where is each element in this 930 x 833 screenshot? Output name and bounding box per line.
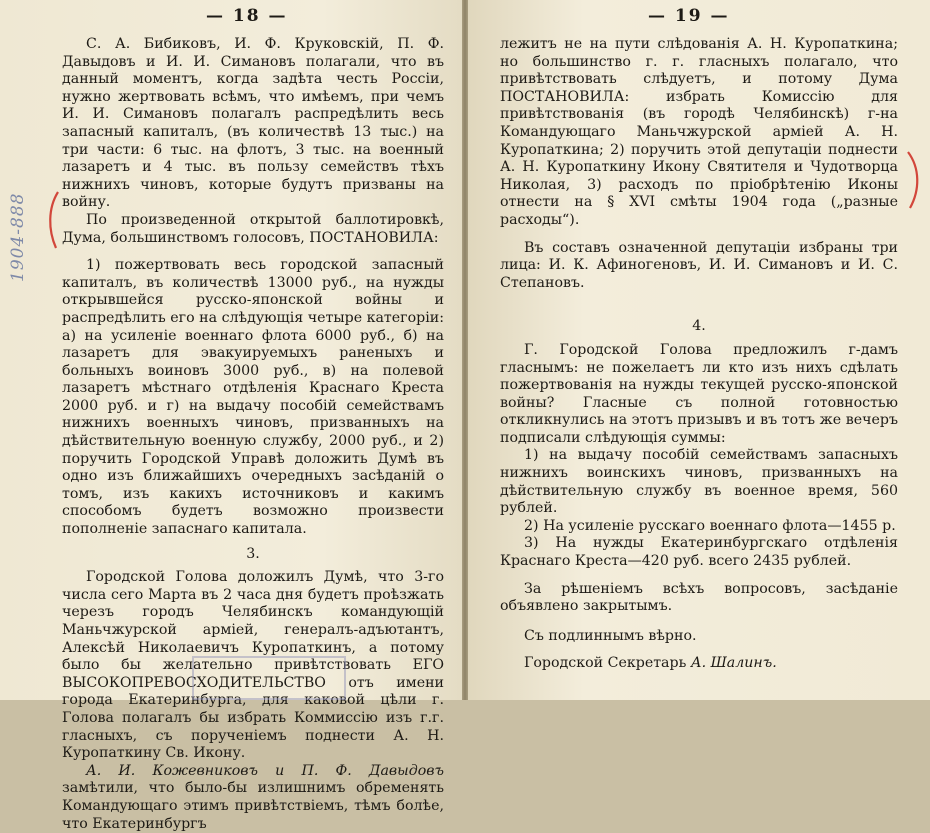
resolution-paragraph: 1) пожертвовать весь городской запасный капиталъ, въ количествѣ 13000 руб., на нужды открывшейся русско-японской войны и распредѣлить его на слѣдующія четыре категоріи: а) на усиленіе военнаго флота 6000 руб., б) на лазаретъ для эвакуируемыхъ раненыхъ и больныхъ воиновъ 3000 руб., в) на полевой лазаретъ мѣстнаго отдѣленія Краснаго Креста 2000 руб. и г) на выдачу пособій семействамъ нижнихъ военныхъ чиновъ, призванныхъ на дѣйствительную военную службу, 2000 руб., и 2) поручить Городской Управѣ доложить Думѣ въ одно изъ ближайшихъ очередныхъ засѣданій о томъ, изъ какихъ источниковъ и какимъ способомъ будетъ возможно произвести пополненіе запаснаго капитала.: [62, 257, 445, 538]
section-number-4: 4.: [692, 318, 706, 335]
left-page: [0, 0, 462, 832]
page-number-18: — 18 —: [206, 6, 288, 26]
true-copy-note: Съ подлиннымъ вѣрно.: [524, 627, 697, 644]
paragraph: Городской Голова доложилъ Думѣ, что 3-го числа сего Марта въ 2 часа дня будетъ проѣзжать черезъ городъ Челябинскъ командующій Маньчжурской арміей, генералъ-адъютантъ, Алексѣй Николаевичъ Куропаткинъ, а потому было бы желательно привѣтствовать ЕГО ВЫСОКОПРЕВОСХОДИТЕЛЬСТВО отъ имени города Екатеринбурга, для каковой цѣли г. Голова полагалъ бы избрать Коммиссію изъ г.г. гласныхъ, съ порученіемъ поднести А. Н. Куропаткину Св. Икону.: [62, 569, 444, 762]
list-item: 2) На усиленіе русскаго военнаго флота—1455 р.: [524, 517, 896, 534]
right-text-column: [500, 36, 898, 673]
page-number-19: — 19 —: [648, 6, 730, 26]
paragraph: По произведенной открытой баллотировкѣ, Дума, большинствомъ голосовъ, ПОСТАНОВИЛА:: [62, 211, 444, 246]
paragraph: Въ составъ означенной депутаціи избраны три лица: И. К. Афиногеновъ, И. И. Симановъ и И. С. Степановъ.: [500, 239, 898, 291]
right-page: [468, 0, 930, 700]
left-text-column: [62, 36, 444, 833]
red-pencil-mark-right: [904, 150, 924, 210]
red-pencil-mark-left: [44, 190, 64, 250]
paragraph: Г. Городской Голова предложилъ г-дамъ гласнымъ: не пожелаетъ ли кто изъ нихъ сдѣлать пожертвованія на нужды текущей русско-японской войны? Гласные съ полной готовностью откликнулись на этотъ призывъ и въ тотъ же вечеръ подписали слѣдующія суммы:: [500, 341, 898, 446]
list-item: 3) На нужды Екатеринбургскаго отдѣленія Краснаго Креста—420 руб. всего 2435 рублей.: [500, 535, 898, 570]
signature-line: Городской Секретарь А. Шалинъ.: [524, 655, 777, 672]
closing-paragraph: За рѣшеніемъ всѣхъ вопросовъ, засѣданіе объявлено закрытымъ.: [500, 580, 898, 615]
pencil-margin-note: 1904-888: [8, 192, 28, 282]
paragraph: А. И. Кожевниковъ и П. Ф. Давыдовъ замѣтили, что было-бы излишнимъ обременять Командующаго этимъ привѣтствіемъ, тѣмъ болѣе, что Екатеринбургъ: [62, 762, 444, 832]
paragraph: лежитъ не на пути слѣдованія А. Н. Куропаткина; но большинство г. г. гласныхъ полагало, что привѣтствовать слѣдуетъ, и потому Дума ПОСТАНОВИЛА: избрать Комиссію для привѣтствованія (въ городѣ Челябинскѣ) г-на Командующаго Маньчжурской арміей А. Н. Куропаткина; 2) поручить этой депутаціи поднести А. Н. Куропаткину Икону Святителя и Чудотворца Николая, 3) расходъ по пріобрѣтенію Иконы отнести на § XVI смѣты 1904 года („разные расходы“).: [500, 36, 898, 228]
section-number-3: 3.: [246, 545, 260, 562]
signature-name: А. Шалинъ.: [690, 655, 777, 672]
names-italic: А. И. Кожевниковъ и П. Ф. Давыдовъ: [86, 762, 444, 779]
list-item: 1) на выдачу пособій семействамъ запасныхъ нижнихъ воинскихъ чиновъ, призванныхъ на дѣйствительную службу въ военное время, 560 рублей.: [500, 447, 898, 517]
library-stamp: [192, 656, 346, 700]
paragraph: С. А. Бибиковъ, И. Ф. Круковскій, П. Ф. Давыдовъ и И. И. Симановъ полагали, что въ данный моментъ, когда задѣта честь Россіи, нужно жертвовать всѣмъ, что имѣемъ, при чемъ И. И. Симановъ полагалъ распредѣлить весь запасный капиталъ, (въ количествѣ 13 тыс.) на три части: 6 тыс. на флотъ, 3 тыс. на военный лазаретъ и 4 тыс. въ пользу семействъ тѣхъ нижнихъ чиновъ, которые будутъ призваны на войну.: [62, 36, 444, 211]
